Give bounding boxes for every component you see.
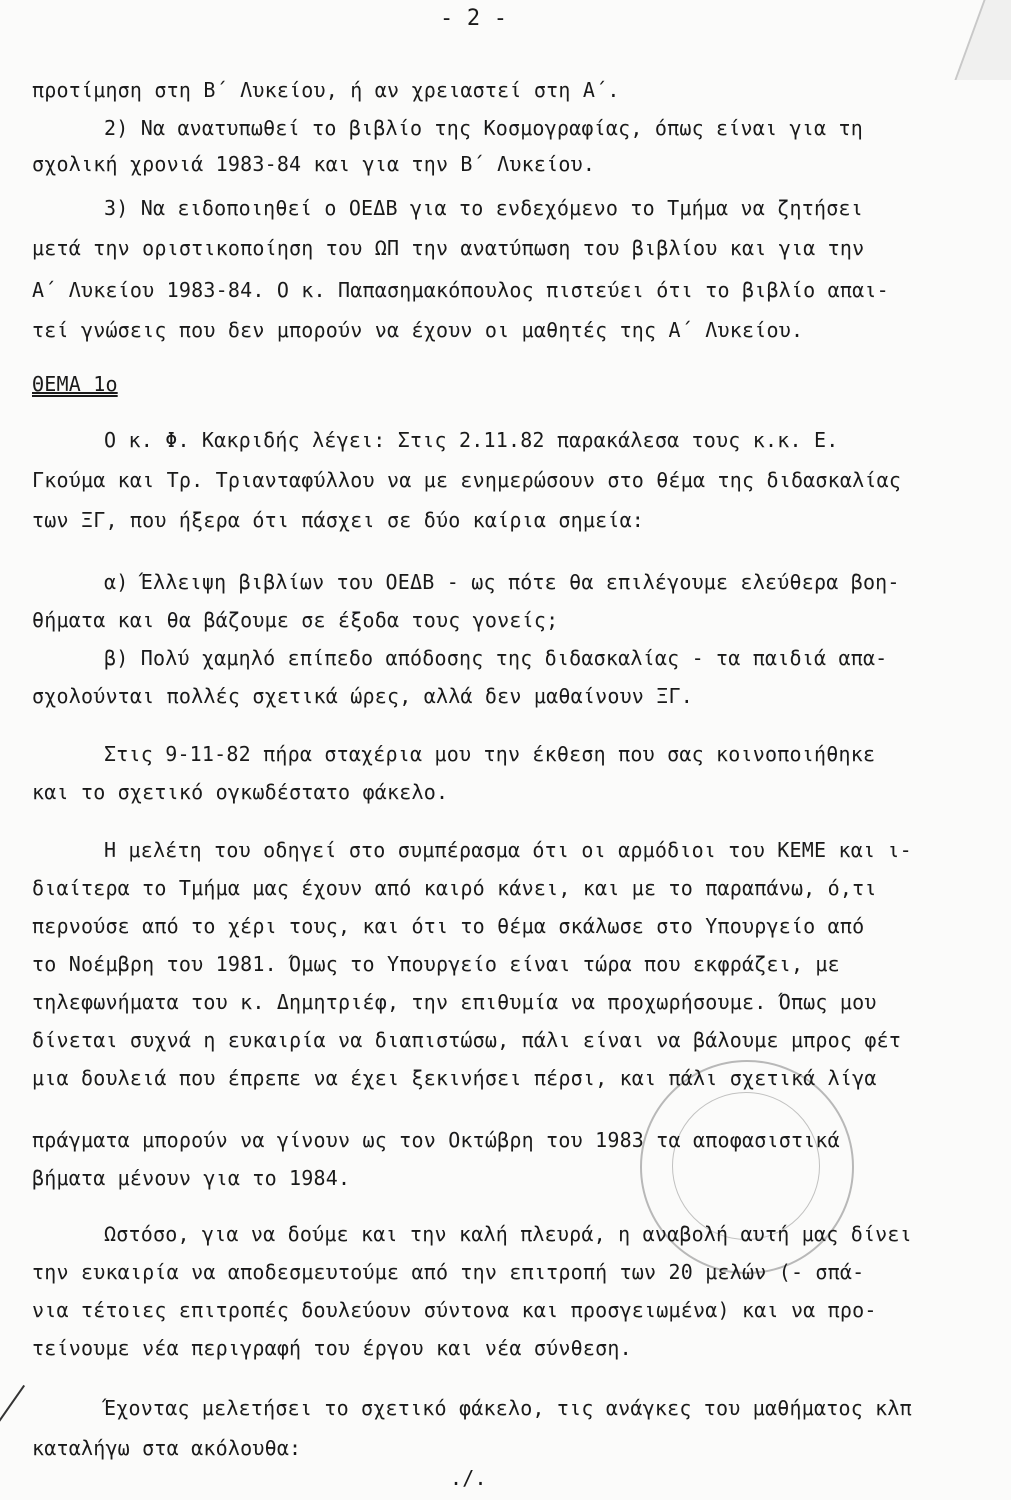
text-line: το Νοέμβρη του 1981. Όμως το Υπουργείο είναι τώρα που εκφράζει, με bbox=[32, 952, 840, 976]
page-number: - 2 - bbox=[440, 6, 508, 31]
text-line: βήματα μένουν για το 1984. bbox=[32, 1166, 351, 1190]
text-line: Α΄ Λυκείου 1983-84. Ο κ. Παπασημακόπουλος πιστεύει ότι το βιβλίο απαι- bbox=[32, 278, 889, 302]
text-line: καταλήγω στα ακόλουθα: bbox=[32, 1436, 302, 1460]
text-line: τηλεφωνήματα του κ. Δημητριέφ, την επιθυμία να προχωρήσουμε. Όπως μου bbox=[32, 990, 877, 1014]
text-line: τεί γνώσεις που δεν μπορούν να έχουν οι μαθητές της Α΄ Λυκείου. bbox=[32, 318, 804, 342]
text-line: Γκούμα και Τρ. Τριανταφύλλου να με ενημερώσουν στο θέμα της διδασκαλίας bbox=[32, 468, 902, 492]
section-heading: ΘΕΜΑ 1ο bbox=[32, 372, 118, 396]
text-line: περνούσε από το χέρι τους, και ότι το θέμα σκάλωσε στο Υπουργείο από bbox=[32, 914, 865, 938]
continuation-mark: ./. bbox=[450, 1466, 487, 1490]
text-line: μια δουλειά που έπρεπε να έχει ξεκινήσει πέρσι, και πάλι σχετικά λίγα bbox=[32, 1066, 877, 1090]
text-line: μετά την οριστικοποίηση του ΩΠ την ανατύπωση του βιβλίου και για την bbox=[32, 236, 865, 260]
text-line: πράγματα μπορούν να γίνουν ως τον Οκτώβρη του 1983 τα αποφασιστικά bbox=[32, 1128, 840, 1152]
margin-mark bbox=[0, 1385, 25, 1435]
text-line: την ευκαιρία να αποδεσμευτούμε από την επιτροπή των 20 μελών (- σπά- bbox=[32, 1260, 865, 1284]
text-line: σχολική χρονιά 1983-84 και για την Β΄ Λυκείου. bbox=[32, 152, 596, 176]
text-line: των ΞΓ, που ήξερα ότι πάσχει σε δύο καίρια σημεία: bbox=[32, 508, 645, 532]
text-line: Η μελέτη του οδηγεί στο συμπέρασμα ότι οι αρμόδιοι του ΚΕΜΕ και ι- bbox=[104, 838, 912, 862]
text-line: Ο κ. Φ. Κακριδής λέγει: Στις 2.11.82 παρακάλεσα τους κ.κ. Ε. bbox=[104, 428, 839, 452]
text-line: β) Πολύ χαμηλό επίπεδο απόδοσης της διδασκαλίας - τα παιδιά απα- bbox=[104, 646, 888, 670]
text-line: 2) Να ανατυπωθεί το βιβλίο της Κοσμογραφίας, όπως είναι για τη bbox=[104, 116, 863, 140]
text-line: δίνεται συχνά η ευκαιρία να διαπιστώσω, πάλι είναι να βάλουμε μπρος φέτ bbox=[32, 1028, 902, 1052]
text-line: Στις 9-11-82 πήρα σταχέρια μου την έκθεση που σας κοινοποιήθηκε bbox=[104, 742, 876, 766]
folded-corner bbox=[954, 0, 1011, 80]
text-line: και το σχετικό ογκωδέστατο φάκελο. bbox=[32, 780, 449, 804]
text-line: Ωστόσο, για να δούμε και την καλή πλευρά, η αναβολή αυτή μας δίνει bbox=[104, 1222, 912, 1246]
text-line: νια τέτοιες επιτροπές δουλεύουν σύντονα και προσγειωμένα) και να προ- bbox=[32, 1298, 877, 1322]
text-line: 3) Να ειδοποιηθεί ο ΟΕΔΒ για το ενδεχόμενο το Τμήμα να ζητήσει bbox=[104, 196, 863, 220]
text-line: διαίτερα το Τμήμα μας έχουν από καιρό κάνει, και με το παραπάνω, ό,τι bbox=[32, 876, 877, 900]
text-line: α) Έλλειψη βιβλίων του ΟΕΔΒ - ως πότε θα επιλέγουμε ελεύθερα βοη- bbox=[104, 570, 900, 594]
text-line: Έχοντας μελετήσει το σχετικό φάκελο, τις ανάγκες του μαθήματος κλπ bbox=[104, 1396, 912, 1420]
text-line: θήματα και θα βάζουμε σε έξοδα τους γονείς; bbox=[32, 608, 559, 632]
text-line: σχολούνται πολλές σχετικά ώρες, αλλά δεν μαθαίνουν ΞΓ. bbox=[32, 684, 694, 708]
text-line: προτίμηση στη Β΄ Λυκείου, ή αν χρειαστεί στη Α΄. bbox=[32, 78, 620, 102]
text-line: τείνουμε νέα περιγραφή του έργου και νέα σύνθεση. bbox=[32, 1336, 632, 1360]
